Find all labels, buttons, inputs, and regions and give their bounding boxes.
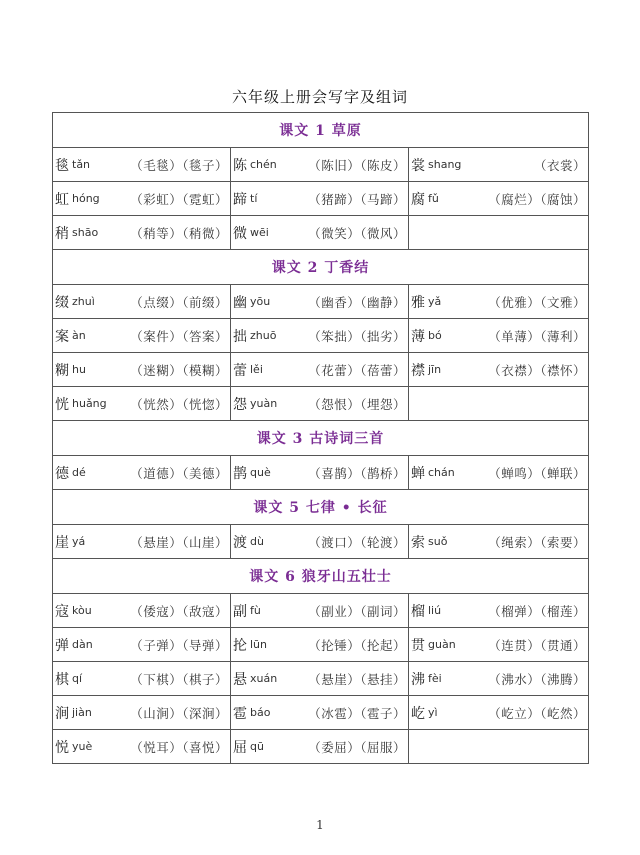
word-combinations: （毛毯）（毯子） (130, 157, 228, 173)
word-combinations: （幽香）（幽静） (308, 294, 406, 310)
section-heading-row (53, 250, 589, 285)
pinyin: lěi (250, 363, 263, 376)
page-number: 1 (316, 818, 324, 832)
word-combinations: （彩虹）（霓虹） (130, 191, 228, 207)
word-combinations: （榴弹）（榴莲） (488, 603, 587, 619)
word-cell (53, 182, 231, 216)
table-row (53, 662, 589, 696)
character: 渡 (233, 534, 247, 551)
pinyin: dàn (72, 638, 93, 651)
word-combinations: （猪蹄）（马蹄） (308, 191, 406, 207)
word-cell (53, 662, 231, 696)
word-combinations: （花蕾）（蓓蕾） (308, 362, 406, 378)
section-heading: 课文 5 七律 • 长征 (53, 490, 589, 525)
word-cell (409, 456, 589, 490)
word-cell (231, 182, 409, 216)
character: 蹄 (233, 191, 247, 208)
character: 陈 (233, 157, 247, 174)
word-cell (53, 353, 231, 387)
pinyin: yuàn (250, 397, 278, 410)
word-cell (53, 319, 231, 353)
word-cell (409, 182, 589, 216)
table-row (53, 628, 589, 662)
word-combinations: （副业）（副词） (308, 603, 406, 619)
section-heading: 课文 1 草原 (53, 113, 589, 148)
table-row (53, 525, 589, 559)
pinyin: fèi (428, 672, 442, 685)
pinyin: zhuì (72, 295, 95, 308)
word-combinations: （稍等）（稍微） (130, 225, 228, 241)
character: 弹 (55, 637, 69, 654)
word-cell (231, 696, 409, 730)
word-combinations: （连贯）（贯通） (488, 637, 587, 653)
word-cell (409, 148, 589, 182)
character: 稍 (55, 225, 69, 242)
word-cell (409, 387, 589, 421)
table-row (53, 148, 589, 182)
word-combinations: （悦耳）（喜悦） (130, 739, 228, 755)
table-row (53, 285, 589, 319)
pinyin: hu (72, 363, 86, 376)
pinyin: shāo (72, 226, 99, 239)
character: 雅 (411, 294, 425, 311)
character: 屈 (233, 739, 247, 756)
pinyin: què (250, 466, 271, 479)
character: 缀 (55, 294, 69, 311)
character: 棋 (55, 671, 69, 688)
word-combinations: （恍然）（恍惚） (130, 396, 228, 412)
character: 悦 (55, 739, 69, 756)
word-combinations: （陈旧）（陈皮） (308, 157, 406, 173)
word-combinations: （腐烂）（腐蚀） (488, 191, 587, 207)
pinyin: chán (428, 466, 455, 479)
word-cell (409, 662, 589, 696)
word-combinations: （山涧）（深涧） (130, 705, 228, 721)
character: 案 (55, 328, 69, 345)
table-row (53, 182, 589, 216)
pinyin: jiàn (72, 706, 92, 719)
character: 雹 (233, 705, 247, 722)
pinyin: tí (250, 192, 258, 205)
word-combinations: （倭寇）（敌寇） (130, 603, 228, 619)
section-heading: 课文 6 狼牙山五壮士 (53, 559, 589, 594)
word-combinations: （点缀）（前缀） (130, 294, 228, 310)
word-cell (231, 730, 409, 764)
word-cell (53, 387, 231, 421)
pinyin: chén (250, 158, 277, 171)
character: 屹 (411, 705, 425, 722)
table-row (53, 696, 589, 730)
pinyin: dé (72, 466, 86, 479)
pinyin: lūn (250, 638, 267, 651)
word-combinations: （悬崖）（悬挂） (308, 671, 406, 687)
section-heading: 课文 3 古诗词三首 (53, 421, 589, 456)
word-cell (231, 456, 409, 490)
table-row (53, 353, 589, 387)
word-cell (409, 285, 589, 319)
word-cell (231, 319, 409, 353)
word-cell (231, 525, 409, 559)
word-cell (409, 696, 589, 730)
table-row (53, 319, 589, 353)
word-cell (231, 216, 409, 250)
word-cell (409, 628, 589, 662)
pinyin: yá (72, 535, 86, 548)
word-cell (53, 525, 231, 559)
character: 薄 (411, 328, 425, 345)
table-row (53, 216, 589, 250)
pinyin: zhuō (250, 329, 277, 342)
pinyin: yì (428, 706, 438, 719)
character: 怨 (233, 396, 247, 413)
word-combinations: （衣裳） (534, 157, 587, 173)
word-cell (231, 594, 409, 628)
character: 悬 (233, 671, 247, 688)
word-combinations: （沸水）（沸腾） (488, 671, 587, 687)
section-heading-row (53, 421, 589, 456)
word-combinations: （下棋）（棋子） (130, 671, 228, 687)
page-title: 六年级上册会写字及组词 (231, 88, 408, 106)
word-combinations: （案件）（答案） (130, 328, 228, 344)
word-cell (231, 628, 409, 662)
word-cell (231, 148, 409, 182)
word-combinations: （单薄）（薄利） (488, 328, 587, 344)
character: 拙 (233, 328, 247, 345)
pinyin: àn (72, 329, 86, 342)
character: 毯 (55, 157, 69, 174)
pinyin: yuè (72, 740, 93, 753)
pinyin: shang (428, 158, 462, 171)
pinyin: guàn (428, 638, 456, 651)
table-row (53, 456, 589, 490)
character: 微 (233, 225, 247, 242)
character: 糊 (55, 362, 69, 379)
pinyin: jīn (428, 363, 442, 376)
word-combinations: （绳索）（索要） (488, 534, 587, 550)
pinyin: huǎng (72, 397, 107, 410)
character: 裳 (411, 157, 425, 174)
pinyin: hóng (72, 192, 100, 205)
word-combinations: （渡口）（轮渡） (308, 534, 406, 550)
character: 蕾 (233, 362, 247, 379)
pinyin: qū (250, 740, 264, 753)
word-combinations: （迷糊）（模糊） (130, 362, 228, 378)
pinyin: dù (250, 535, 264, 548)
character: 贯 (411, 637, 425, 654)
word-cell (53, 628, 231, 662)
pinyin: fù (250, 604, 261, 617)
word-cell (231, 285, 409, 319)
word-cell (231, 662, 409, 696)
character: 襟 (411, 362, 425, 379)
word-combinations: （蝉鸣）（蝉联） (488, 465, 587, 481)
character: 崖 (55, 534, 69, 551)
word-cell (409, 730, 589, 764)
word-combinations: （抡锤）（抡起） (308, 637, 406, 653)
word-cell (53, 594, 231, 628)
character: 腐 (411, 191, 425, 208)
table-row (53, 387, 589, 421)
word-cell (409, 594, 589, 628)
word-cell (409, 525, 589, 559)
pinyin: liú (428, 604, 442, 617)
word-combinations: （微笑）（微风） (308, 225, 406, 241)
character: 抡 (233, 637, 247, 654)
section-heading-row (53, 113, 589, 148)
word-combinations: （屹立）（屹然） (488, 705, 587, 721)
section-heading: 课文 2 丁香结 (53, 250, 589, 285)
character: 寇 (55, 603, 69, 620)
section-heading-row (53, 490, 589, 525)
section-heading-row (53, 559, 589, 594)
table-row (53, 594, 589, 628)
pinyin: yōu (250, 295, 271, 308)
word-combinations: （喜鹊）（鹊桥） (308, 465, 406, 481)
character: 虹 (55, 191, 69, 208)
word-cell (53, 216, 231, 250)
word-combinations: （优雅）（文雅） (488, 294, 587, 310)
character: 榴 (411, 603, 425, 620)
character: 索 (411, 534, 425, 551)
character: 恍 (55, 396, 69, 413)
table-row (53, 730, 589, 764)
word-cell (409, 353, 589, 387)
character: 副 (233, 603, 247, 620)
word-cell (231, 353, 409, 387)
word-cell (53, 456, 231, 490)
word-cell (53, 148, 231, 182)
word-cell (409, 216, 589, 250)
character: 幽 (233, 294, 247, 311)
pinyin: kòu (72, 604, 92, 617)
word-combinations: （衣襟）（襟怀） (488, 362, 587, 378)
word-cell (409, 319, 589, 353)
vocabulary-table (52, 112, 589, 764)
pinyin: qí (72, 672, 83, 685)
word-combinations: （冰雹）（雹子） (308, 705, 406, 721)
character: 蝉 (411, 465, 425, 482)
word-cell (53, 696, 231, 730)
character: 沸 (411, 671, 425, 688)
word-combinations: （委屈）（屈服） (308, 739, 406, 755)
pinyin: fǔ (428, 192, 439, 205)
character: 涧 (55, 705, 69, 722)
word-combinations: （怨恨）（埋怨） (308, 396, 406, 412)
character: 德 (55, 465, 69, 482)
pinyin: xuán (250, 672, 278, 685)
pinyin: wēi (250, 226, 269, 239)
word-combinations: （道德）（美德） (130, 465, 228, 481)
word-cell (53, 285, 231, 319)
word-combinations: （子弹）（导弹） (130, 637, 228, 653)
character: 鹊 (233, 465, 247, 482)
pinyin: bó (428, 329, 442, 342)
word-cell (231, 387, 409, 421)
pinyin: tǎn (72, 158, 91, 171)
pinyin: suǒ (428, 535, 448, 548)
word-combinations: （笨拙）（拙劣） (308, 328, 406, 344)
word-combinations: （悬崖）（山崖） (130, 534, 228, 550)
word-cell (53, 730, 231, 764)
pinyin: yǎ (428, 295, 442, 308)
pinyin: báo (250, 706, 271, 719)
